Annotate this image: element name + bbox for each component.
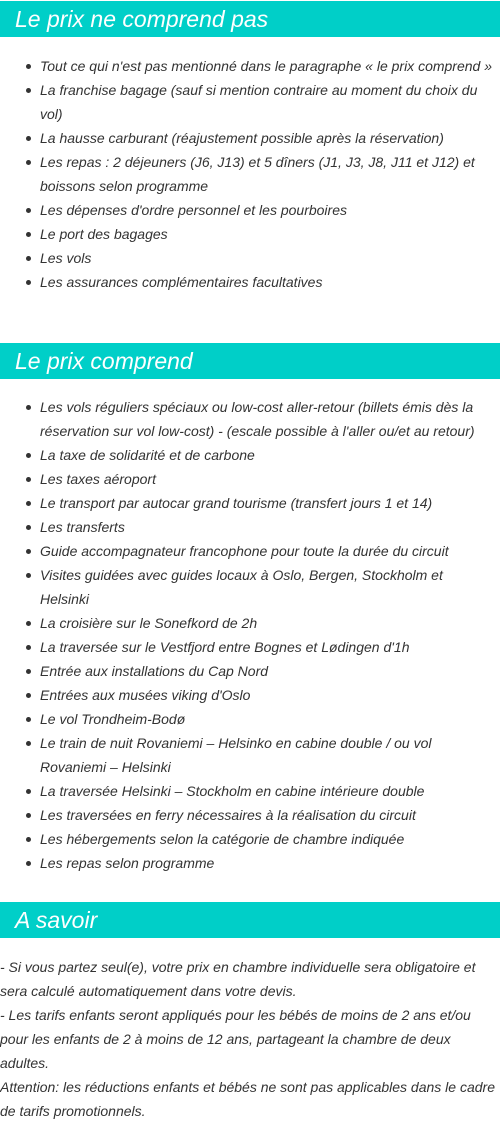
section-included (0, 343, 500, 875)
list-item: Le vol Trondheim-Bodø (0, 707, 500, 731)
section-not-included (0, 1, 500, 294)
section-title-savoir: A savoir (0, 902, 500, 938)
savoir-text (0, 938, 500, 1123)
list-item: Le transport par autocar grand tourisme (transfert jours 1 et 14) (0, 491, 500, 515)
list-item: Les assurances complémentaires facultatives (0, 270, 500, 294)
section-title-included: Le prix comprend (0, 343, 500, 379)
list-item: Les vols réguliers spéciaux ou low-cost aller-retour (billets émis dès la réservation sur vol low-cost) - (escale possible à l'aller ou/et au retour) (0, 395, 500, 443)
savoir-paragraph: - Si vous partez seul(e), votre prix en chambre individuelle sera obligatoire et sera calculé automatiquement dans votre devis. (0, 959, 476, 999)
list-item: La hausse carburant (réajustement possible après la réservation) (0, 126, 500, 150)
list-item: Les hébergements selon la catégorie de chambre indiquée (0, 827, 500, 851)
list-item: La croisière sur le Sonefkord de 2h (0, 611, 500, 635)
list-item: Visites guidées avec guides locaux à Oslo, Bergen, Stockholm et Helsinki (0, 563, 500, 611)
list-item: Les transferts (0, 515, 500, 539)
list-item: Le train de nuit Rovaniemi – Helsinko en cabine double / ou vol Rovaniemi – Helsinki (0, 731, 500, 779)
savoir-paragraph: Attention: les réductions enfants et bébés ne sont pas applicables dans le cadre de tarifs promotionnels. (0, 1079, 495, 1119)
list-item: Les repas selon programme (0, 851, 500, 875)
list-item: Guide accompagnateur francophone pour toute la durée du circuit (0, 539, 500, 563)
list-item: Les traversées en ferry nécessaires à la réalisation du circuit (0, 803, 500, 827)
included-list (0, 379, 500, 875)
not-included-list (0, 37, 500, 294)
list-item: La traversée Helsinki – Stockholm en cabine intérieure double (0, 779, 500, 803)
list-item: Entrées aux musées viking d'Oslo (0, 683, 500, 707)
list-item: Les taxes aéroport (0, 467, 500, 491)
list-item: Les dépenses d'ordre personnel et les pourboires (0, 198, 500, 222)
list-item: La traversée sur le Vestfjord entre Bognes et Lødingen d'1h (0, 635, 500, 659)
list-item: Entrée aux installations du Cap Nord (0, 659, 500, 683)
list-item: La franchise bagage (sauf si mention contraire au moment du choix du vol) (0, 78, 500, 126)
section-savoir (0, 902, 500, 1123)
section-title-not-included: Le prix ne comprend pas (0, 1, 500, 37)
list-item: Le port des bagages (0, 222, 500, 246)
savoir-paragraph: - Les tarifs enfants seront appliqués pour les bébés de moins de 2 ans et/ou pour les enfants de 2 à moins de 12 ans, partageant la chambre de deux adultes. (0, 1007, 471, 1071)
list-item: La taxe de solidarité et de carbone (0, 443, 500, 467)
list-item: Les repas : 2 déjeuners (J6, J13) et 5 dîners (J1, J3, J8, J11 et J12) et boissons selon programme (0, 150, 500, 198)
list-item: Tout ce qui n'est pas mentionné dans le paragraphe « le prix comprend » (0, 54, 500, 78)
list-item: Les vols (0, 246, 500, 270)
